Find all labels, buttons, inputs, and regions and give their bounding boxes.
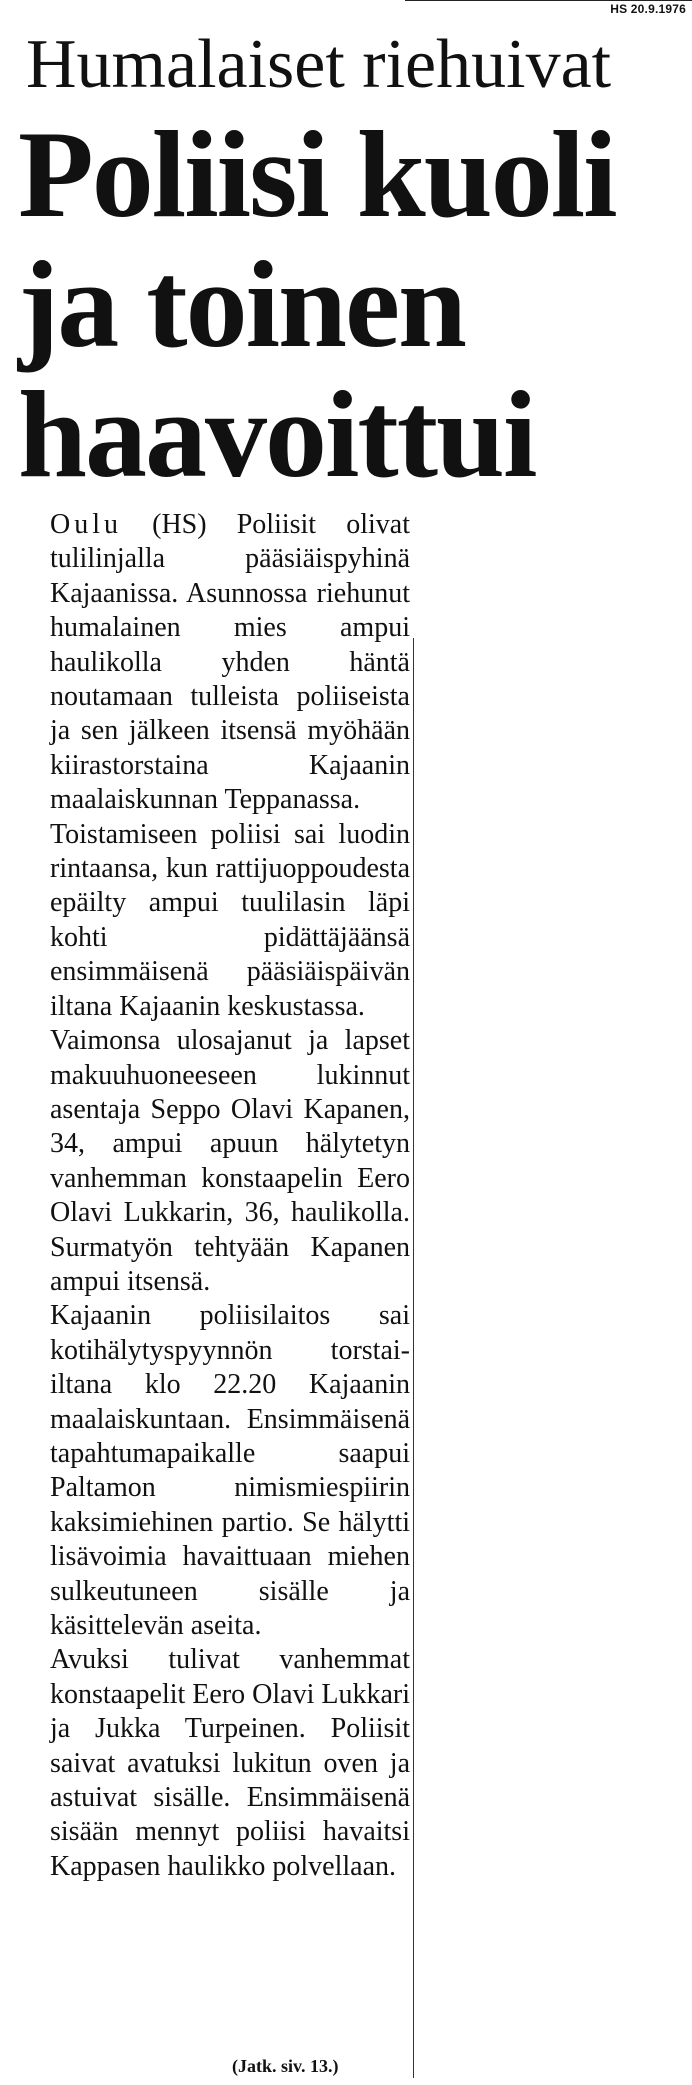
- top-rule: [405, 0, 692, 1]
- headline-line-3: haavoittui: [18, 366, 536, 503]
- headline-line-2: ja toinen: [18, 236, 465, 373]
- paragraph-1: [50, 508, 410, 818]
- headline-line-1: Poliisi kuoli: [18, 106, 616, 243]
- article-body: [50, 508, 410, 1884]
- continued-note: (Jatk. siv. 13.): [232, 2056, 339, 2076]
- dateline: Oulu: [50, 509, 122, 540]
- main-headline: [18, 106, 616, 503]
- paragraph-4: Kajaanin poliisilaitos sai kotihälytyspyynnön torstai-iltana klo 22.20 Kajaanin maalaiskuntaan. Ensimmäisenä tapahtumapaikalle saapui Paltamon nimismiespiirin kaksimiehinen partio. Se hälytti lisävoimia havaittuaan miehen sulkeutuneen sisälle ja käsittelevän aseita.: [50, 1300, 410, 1641]
- paragraph-3: Vaimonsa ulosajanut ja lapset makuuhuoneeseen lukinnut asentaja Seppo Olavi Kapanen, 34, ampui apuun hälytetyn vanhemman konstaapelin Eero Olavi Lukkarin, 36, haulikolla. Surmatyön tehtyään Kapanen ampui itsensä.: [50, 1025, 410, 1297]
- paragraph-5: Avuksi tulivat vanhemmat konstaapelit Eero Olavi Lukkari ja Jukka Turpeinen. Poliisit saivat avatuksi lukitun oven ja astuivat sisälle. Ensimmäisenä sisään mennyt poliisi havaitsi Kappasen haulikko polvellaan.: [50, 1644, 410, 1882]
- paragraph-1-text: (HS) Poliisit olivat tulilinjalla pääsiäispyhinä Kajaanissa. Asunnossa riehunut humalainen mies ampui haulikolla yhden häntä noutamaan tulleista poliiseista ja sen jälkeen itsensä myöhään kiirastorstaina Kajaanin maalaiskunnan Teppanassa.: [50, 509, 410, 816]
- paragraph-2: Toistamiseen poliisi sai luodin rintaansa, kun rattijuoppoudesta epäilty ampui tuulilasin läpi kohti pidättäjäänsä ensimmäisenä pääsiäispäivän iltana Kajaanin keskustassa.: [50, 818, 410, 1022]
- clipping-date: HS 20.9.1976: [610, 2, 686, 16]
- column-rule: [413, 638, 414, 2078]
- kicker-headline: Humalaiset riehuivat: [26, 26, 612, 103]
